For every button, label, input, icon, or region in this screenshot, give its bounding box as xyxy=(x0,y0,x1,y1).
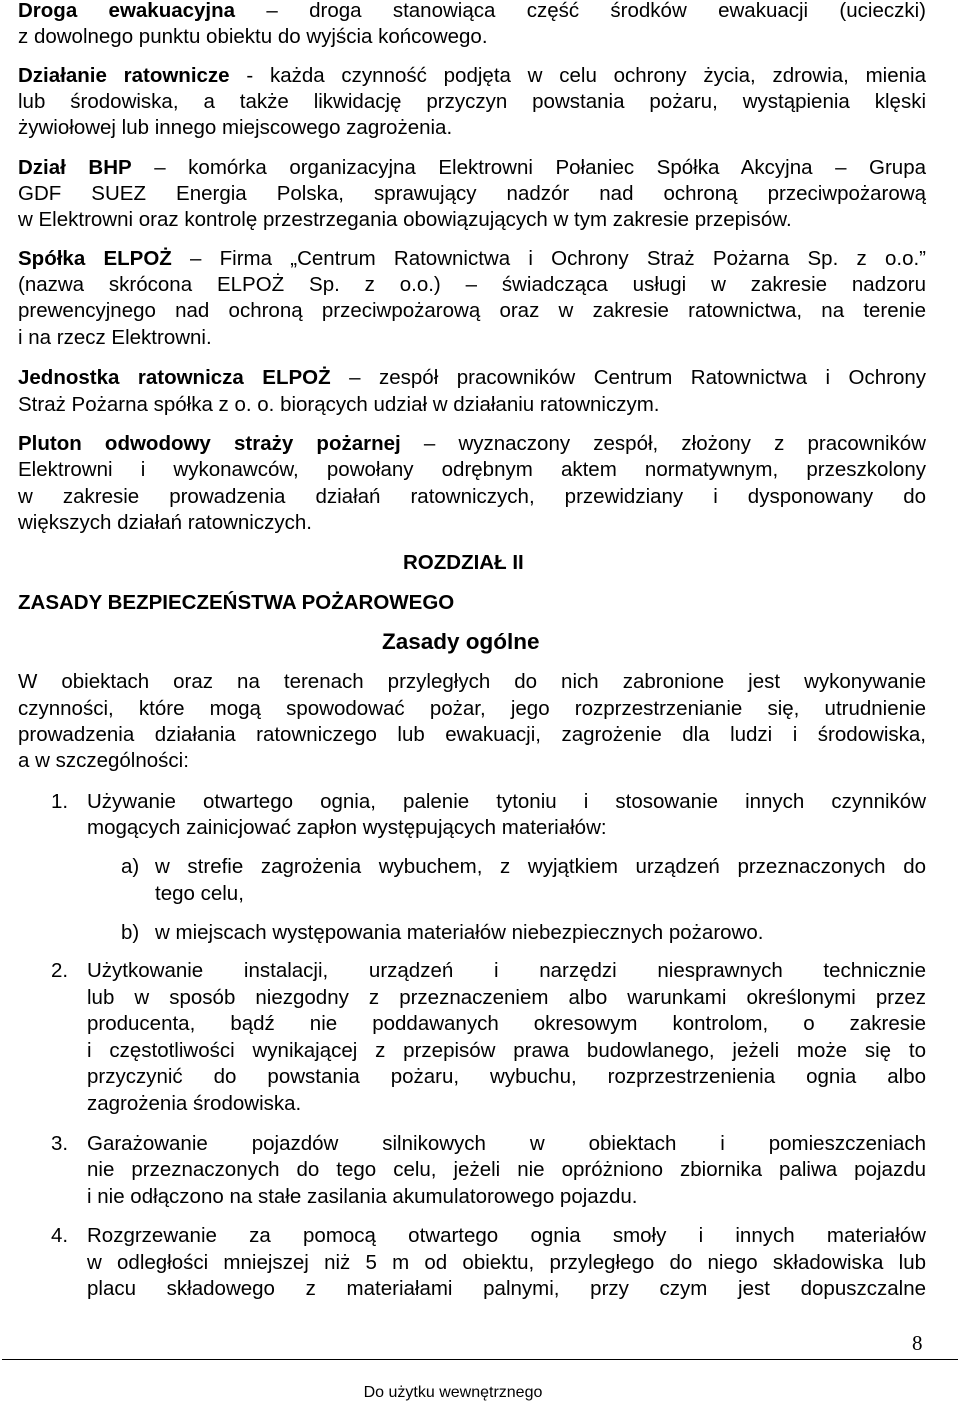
list-item-text: nie przeznaczonych do tego celu, jeżeli nie opróżniono zbiornika paliwa pojazdu xyxy=(87,1158,926,1181)
definition-droga-line-2: z dowolnego punktu obiektu do wyjścia końcowego. xyxy=(18,25,488,48)
definition-bhp-line-2: GDF SUEZ Energia Polska, sprawujący nadzór nad ochroną przeciwpożarową xyxy=(18,182,926,205)
term-spolka: Spółka ELPOŻ xyxy=(18,247,172,270)
definition-text: – zespół pracowników Centrum Ratownictwa i Ochrony xyxy=(330,366,926,389)
term-pluton: Pluton odwodowy straży pożarnej xyxy=(18,432,401,455)
list-item-number: 4. xyxy=(51,1224,69,1247)
footer-divider xyxy=(2,1359,958,1360)
list-item-text: mogących zainicjować zapłon występujących materiałów: xyxy=(87,816,607,839)
list-item-text: producenta, bądź nie poddawanych okresowym kontrolom, o zakresie xyxy=(87,1012,926,1035)
list-item-text: Rozgrzewanie za pomocą otwartego ognia smoły i innych materiałów xyxy=(87,1224,926,1247)
page-number: 8 xyxy=(912,1331,923,1355)
definition-spolka-line-4: i na rzecz Elektrowni. xyxy=(18,326,212,349)
definition-spolka-line-3: prewencyjnego nad ochroną przeciwpożarową oraz w zakresie ratownictwa, na terenie xyxy=(18,299,926,322)
chapter-title: ZASADY BEZPIECZEŃSTWA POŻAROWEGO xyxy=(18,591,455,614)
definition-droga-line-1 xyxy=(18,0,926,24)
list-item-text: i nie odłączono na stałe zasilania akumulatorowego pojazdu. xyxy=(87,1185,638,1208)
definition-dzialanie-line-3: żywiołowej lub innego miejscowego zagrożenia. xyxy=(18,116,453,139)
list-item-text: lub w sposób niezgodny z przeznaczeniem albo warunkami określonymi przez xyxy=(87,986,926,1009)
definition-pluton-line-1 xyxy=(18,431,926,457)
definition-text: – komórka organizacyjna Elektrowni Połaniec Spółka Akcyjna – Grupa xyxy=(131,156,927,179)
term-droga: Droga ewakuacyjna xyxy=(18,0,236,22)
list-item-text: Używanie otwartego ognia, palenie tytoniu i stosowanie innych czynników xyxy=(87,790,926,813)
intro-line-2: czynności, które mogą spowodować pożar, jego rozprzestrzenianie się, utrudnienie xyxy=(18,697,926,720)
list-item-text: placu składowego z materiałami palnymi, przy czym jest dopuszczalne xyxy=(87,1277,926,1300)
list-item-text: przyczynić do powstania pożaru, wybuchu, rozprzestrzenienia ognia albo xyxy=(87,1065,926,1088)
list-item-text: w odległości mniejszej niż 5 m od obiektu, przyległego do niego składowiska lub xyxy=(87,1251,926,1274)
list-item-number: 1. xyxy=(51,790,69,813)
definition-bhp-line-3: w Elektrowni oraz kontrolę przestrzegania obowiązujących w tym zakresie przepisów. xyxy=(18,208,792,231)
list-item-number: 3. xyxy=(51,1132,69,1155)
definition-text: – wyznaczony zespół, złożony z pracowników xyxy=(400,432,926,455)
chapter-number: ROZDZIAŁ II xyxy=(403,551,524,574)
definition-pluton-line-3: w zakresie prowadzenia działań ratowniczych, przewidziany i dysponowany do xyxy=(18,485,926,508)
list-item-text: i częstotliwości wynikającej z przepisów prawa budowlanego, jeżeli może się to xyxy=(87,1039,926,1062)
term-dzial-bhp: Dział BHP xyxy=(18,156,132,179)
intro-line-3: prowadzenia działania ratowniczego lub ewakuacji, zagrożenie dla ludzi i środowiska, xyxy=(18,723,926,746)
intro-line-4: a w szczególności: xyxy=(18,749,189,772)
list-item-text: zagrożenia środowiska. xyxy=(87,1092,302,1115)
definition-dzialanie-line-2: lub środowiska, a także likwidację przyczyn powstania pożaru, wystąpienia klęski xyxy=(18,90,926,113)
definition-spolka-line-1 xyxy=(18,246,926,272)
definition-jednostka-line-2: Straż Pożarna spółka z o. o. biorących udział w działaniu ratowniczym. xyxy=(18,393,660,416)
list-item-text: Garażowanie pojazdów silnikowych w obiektach i pomieszczeniach xyxy=(87,1132,926,1155)
definition-bhp-line-1 xyxy=(18,155,926,181)
definition-pluton-line-2: Elektrowni i wykonawców, powołany odrębnym aktem normatywnym, przeszkolony xyxy=(18,458,926,481)
list-item-number: 2. xyxy=(51,959,69,982)
sub-item-label: b) xyxy=(121,921,140,944)
definition-dzialanie-line-1 xyxy=(18,63,926,89)
sub-item-text: tego celu, xyxy=(155,882,244,905)
term-dzialanie: Działanie ratownicze xyxy=(18,64,230,87)
sub-item-text: w strefie zagrożenia wybuchem, z wyjątkiem urządzeń przeznaczonych do xyxy=(155,855,926,878)
definition-text: – droga stanowiąca część środków ewakuacji (ucieczki) xyxy=(235,0,926,22)
list-item-text: Użytkowanie instalacji, urządzeń i narzędzi niesprawnych technicznie xyxy=(87,959,926,982)
sub-item-label: a) xyxy=(121,855,140,878)
sub-item-text: w miejscach występowania materiałów niebezpiecznych pożarowo. xyxy=(155,921,764,944)
section-title: Zasady ogólne xyxy=(382,629,540,654)
definition-text: – Firma „Centrum Ratownictwa i Ochrony Straż Pożarna Sp. z o.o.” xyxy=(171,247,926,270)
definition-text: - każda czynność podjęta w celu ochrony życia, zdrowia, mienia xyxy=(229,64,926,87)
intro-line-1: W obiektach oraz na terenach przyległych do nich zabronione jest wykonywanie xyxy=(18,670,926,693)
footer-label: Do użytku wewnętrznego xyxy=(363,1384,543,1401)
definition-pluton-line-4: większych działań ratowniczych. xyxy=(18,511,312,534)
term-jednostka: Jednostka ratownicza ELPOŻ xyxy=(18,366,331,389)
definition-jednostka-line-1 xyxy=(18,365,926,391)
definition-spolka-line-2: (nazwa skrócona ELPOŻ Sp. z o.o.) – świadcząca usługi w zakresie nadzoru xyxy=(18,273,926,296)
